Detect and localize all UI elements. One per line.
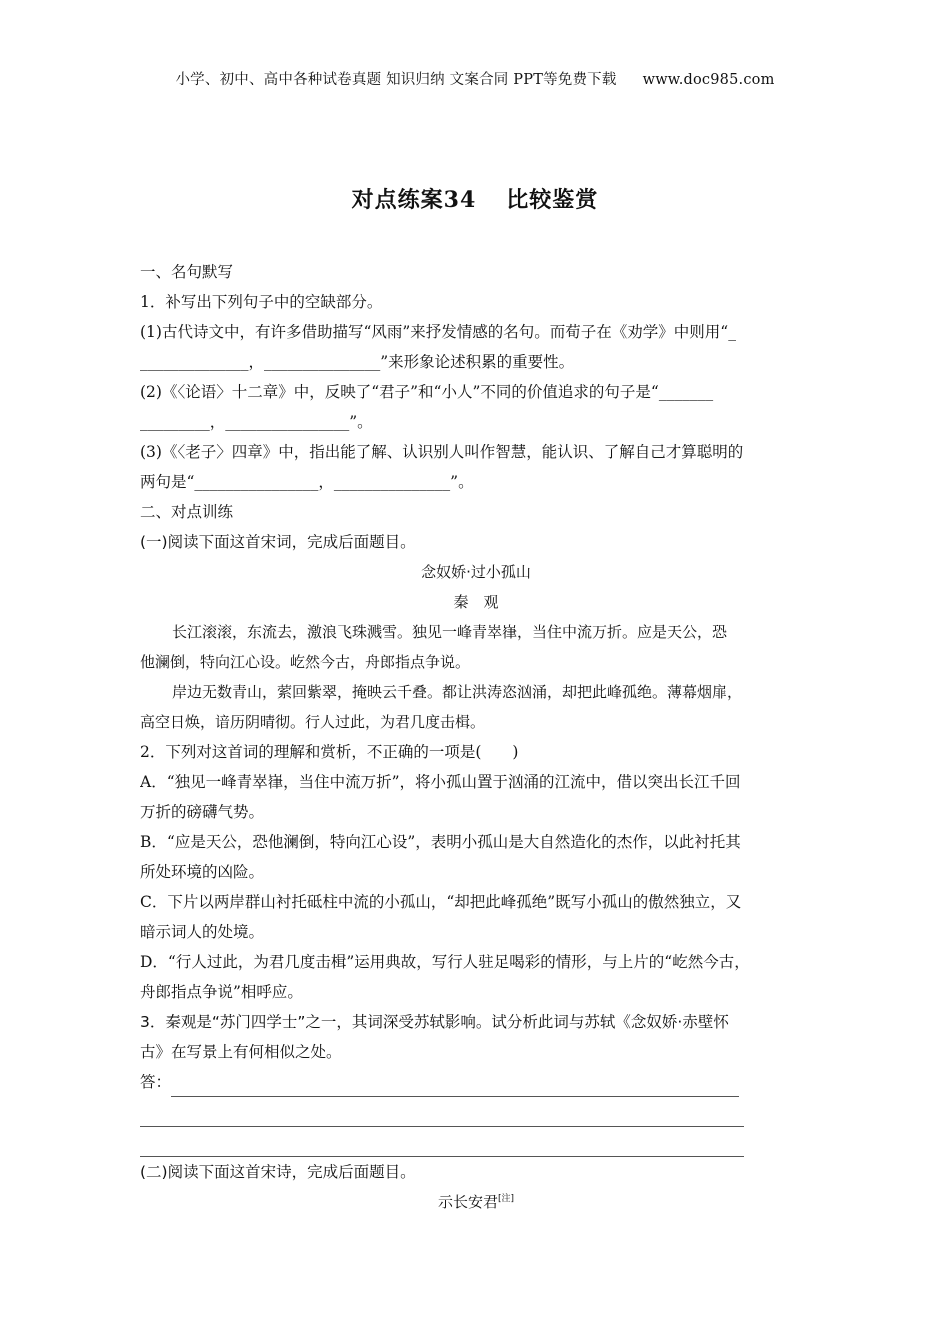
page-title [0, 183, 950, 214]
q1-1-line-a: (1)古代诗文中，有许多借助描写“风雨”来抒发情感的名句。而荀子在《劝学》中则用“_ [140, 323, 736, 341]
poem1-line-1: 长江滚滚，东流去，激浪飞珠溅雪。独见一峰青崒嵂，当住中流万折。应是天公，恐 [172, 623, 728, 641]
q2-option-a-line-2: 万折的磅礴气势。 [140, 803, 265, 821]
answer-blank-3[interactable] [140, 1136, 744, 1157]
q2-option-b-line-1: B．“应是天公，恐他澜倒，特向江心设”，表明小孤山是大自然造化的杰作，以此衬托其 [140, 833, 741, 851]
answer-line-1 [140, 1067, 812, 1097]
poem1-author: 秦 观 [453, 593, 499, 611]
page-header [0, 68, 950, 89]
title-main: 对点练案34 [351, 187, 477, 213]
q2-option-a-line-1: A．“独见一峰青崒嵂，当住中流万折”，将小孤山置于汹涌的江流中，借以突出长江千回 [140, 773, 741, 791]
part2-heading: (二)阅读下面这首宋诗，完成后面题目。 [140, 1163, 416, 1181]
q1-2-line-a: (2)《〈论语〉十二章》中，反映了“君子”和“小人”不同的价值追求的句子是“_______ [140, 383, 714, 401]
q1-2-line-b: _________，________________”。 [140, 413, 373, 431]
q2-option-c-line-2: 暗示词人的处境。 [140, 923, 265, 941]
q3-line-2: 古》在写景上有何相似之处。 [140, 1043, 342, 1061]
poem1-title: 念奴娇·过小孤山 [421, 563, 531, 581]
q2-option-d-line-1: D．“行人过此，为君几度击楫”运用典故，写行人驻足喝彩的情形，与上片的“屹然今古， [140, 953, 750, 971]
section2-heading: 二、对点训练 [140, 503, 234, 521]
header-url[interactable]: www.doc985.com [642, 72, 775, 88]
q2-option-d-line-2: 舟郎指点争说”相呼应。 [140, 983, 303, 1001]
poem2-note-marker: [注] [497, 1194, 515, 1204]
answer-label: 答： [140, 1073, 172, 1091]
poem1-line-3: 岸边无数青山，萦回紫翠，掩映云千叠。都让洪涛恣汹涌，却把此峰孤绝。薄幕烟扉， [172, 683, 743, 701]
answer-blank-2[interactable] [140, 1106, 744, 1127]
q2-stem: 2．下列对这首词的理解和赏析，不正确的一项是( ) [140, 743, 519, 761]
answer-blank-1[interactable] [171, 1076, 739, 1097]
document-body [140, 257, 812, 1217]
section1-heading: 一、名句默写 [140, 263, 234, 281]
header-text: 小学、初中、高中各种试卷真题 知识归纳 文案合同 PPT等免费下载 [175, 72, 617, 88]
q1-stem: 1．补写出下列句子中的空缺部分。 [140, 293, 383, 311]
q1-3-line-a: (3)《〈老子〉四章》中，指出能了解、认识别人叫作智慧，能认识、了解自己才算聪明的 [140, 443, 744, 461]
q2-option-b-line-2: 所处环境的凶险。 [140, 863, 265, 881]
answer-line-3 [140, 1127, 812, 1157]
q3-line-1: 3．秦观是“苏门四学士”之一，其词深受苏轼影响。试分析此词与苏轼《念奴娇·赤壁怀 [140, 1013, 729, 1031]
q2-option-c-line-1: C．下片以两岸群山衬托砥柱中流的小孤山，“却把此峰孤绝”既写小孤山的傲然独立，又 [140, 893, 742, 911]
poem1-line-2: 他澜倒，特向江心设。屹然今古，舟郎指点争说。 [140, 653, 471, 671]
poem2-title-line [140, 1187, 812, 1217]
q1-3-line-b: 两句是“________________，_______________”。 [140, 473, 474, 491]
q1-1-line-b: ______________，_______________”来形象论述积累的重要性。 [140, 353, 575, 371]
poem2-title: 示长安君 [437, 1193, 498, 1211]
title-sub: 比较鉴赏 [506, 187, 599, 213]
part1-heading: (一)阅读下面这首宋词，完成后面题目。 [140, 533, 416, 551]
poem1-line-4: 高空日焕，谙历阴晴彻。行人过此，为君几度击楫。 [140, 713, 486, 731]
answer-line-2 [140, 1097, 812, 1127]
